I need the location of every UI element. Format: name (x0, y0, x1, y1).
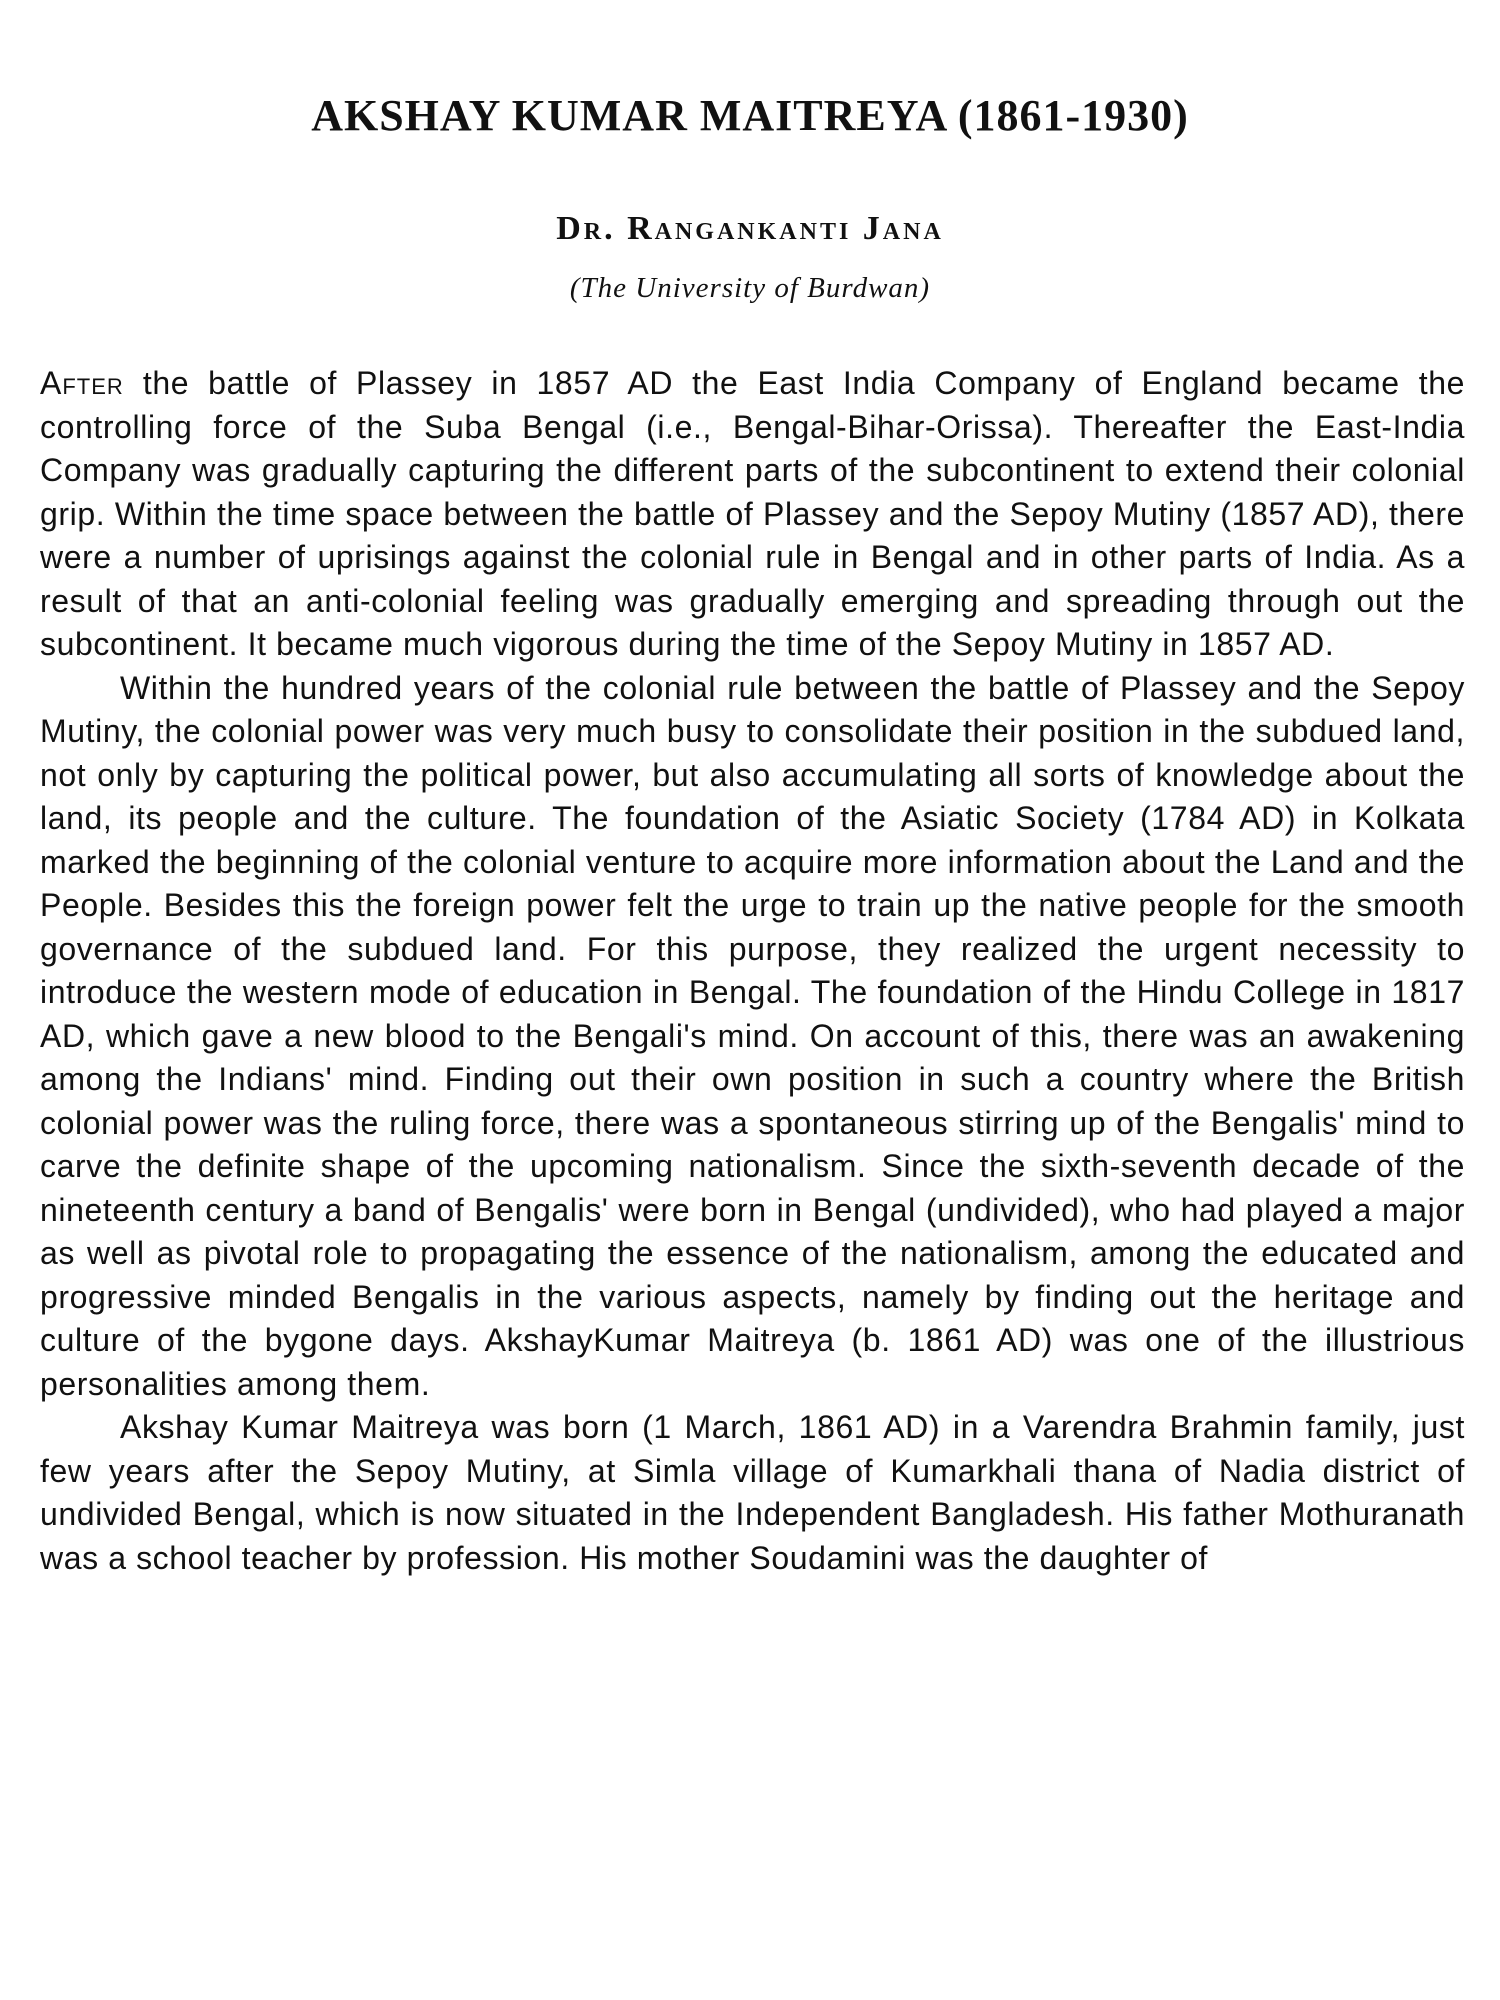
article-body (40, 362, 1465, 1580)
article-title: AKSHAY KUMAR MAITREYA (1861-1930) (311, 91, 1189, 140)
paragraph-lead-word: After (40, 365, 124, 401)
paragraph-2: Within the hundred years of the colonial rule between the battle of Plassey and the Sepoy Mutiny, the colonial power was very much busy to consolidate their position in the subdued land, not only by capturing the political power, but also accumulating all sorts of knowledge about the land, its people and the culture. The foundation of the Asiatic Society (1784 AD) in Kolkata marked the beginning of the colonial venture to acquire more information about the Land and the People. Besides this the foreign power felt the urge to train up the native people for the smooth governance of the subdued land. For this purpose, they realized the urgent necessity to introduce the western mode of education in Bengal. The foundation of the Hindu College in 1817 AD, which gave a new blood to the Bengali's mind. On account of this, there was an awakening among the Indians' mind. Finding out their own position in such a country where the British colonial power was the ruling force, there was a spontaneous stirring up of the Bengalis' mind to carve the definite shape of the upcoming nationalism. Since the sixth-seventh decade of the nineteenth century a band of Bengalis' were born in Bengal (undivided), who had played a major as well as pivotal role to propagating the essence of the nationalism, among the educated and progressive minded Bengalis in the various aspects, namely by finding out the heritage and culture of the bygone days. AkshayKumar Maitreya (b. 1861 AD) was one of the illustrious personalities among them. (40, 669, 1465, 1402)
paragraph-3: Akshay Kumar Maitreya was born (1 March, 1861 AD) in a Varendra Brahmin family, just few years after the Sepoy Mutiny, at Simla village of Kumarkhali thana of Nadia district of undivided Bengal, which is now situated in the Independent Bangladesh. His father Mothuranath was a school teacher by profession. His mother Soudamini was the daughter of (40, 1409, 1465, 1576)
paragraph-1-text: the battle of Plassey in 1857 AD the East India Company of England became the controlling force of the Suba Bengal (i.e., Bengal-Bihar-Orissa). Thereafter the East-India Company was gradually capturing the different parts of the subcontinent to extend their colonial grip. Within the time space between the battle of Plassey and the Sepoy Mutiny (1857 AD), there were a number of uprisings against the colonial rule in Bengal and in other parts of India. As a result of that an anti-colonial feeling was gradually emerging and spreading through out the subcontinent. It became much vigorous during the time of the Sepoy Mutiny in 1857 AD. (40, 365, 1465, 662)
author-affiliation: (The University of Burdwan) (569, 272, 931, 304)
paragraph-1 (40, 362, 1465, 667)
author-name: Dr. Rangankanti Jana (556, 210, 944, 247)
